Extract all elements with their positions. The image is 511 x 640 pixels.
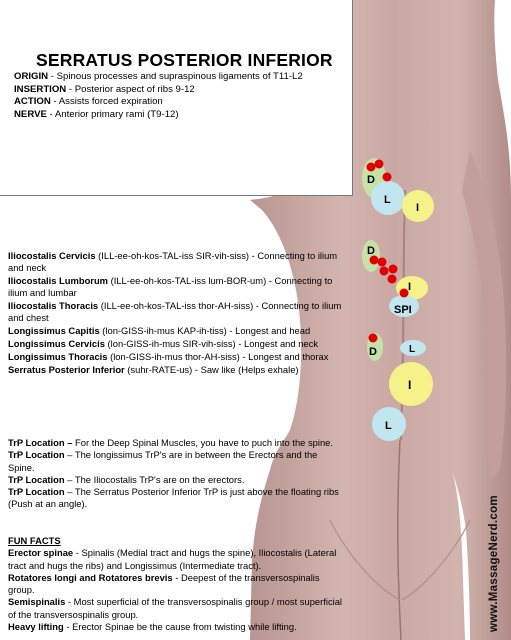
muscle-entry — [8, 275, 343, 300]
insertion-text: - Posterior aspect of ribs 9-12 — [66, 83, 195, 95]
origin-line — [14, 71, 303, 84]
fun-fact-entry — [8, 572, 343, 597]
marker-L: L — [409, 344, 416, 355]
muscle-list — [8, 250, 343, 376]
origin-label: ORIGIN — [14, 71, 49, 82]
trigger-point — [367, 163, 376, 172]
trp-text: For the Deep Spinal Muscles, you have to puch into the spine. — [72, 437, 334, 448]
fact-text: - Spinalis (Medial tract and hugs the spine), Iliocostalis (Lateral tract and hugs the ribs) and Longissimus (Intermediate tract). — [8, 547, 337, 571]
muscle-info-box — [0, 0, 353, 196]
marker-I: I — [416, 202, 420, 214]
fact-text: - Most superficial of the transversospinalis group / most superficial of the transversospinalis group. — [8, 596, 343, 620]
fact-label: Erector spinae — [8, 547, 74, 559]
trp-entry — [8, 474, 343, 486]
fact-label: Semispinalis — [8, 596, 66, 608]
fact-label: Rotatores longi and Rotatores brevis — [8, 571, 173, 583]
muscle-entry — [8, 364, 343, 376]
muscle-entry — [8, 300, 343, 325]
website-watermark: www.MassageNerd.com — [488, 495, 500, 632]
muscle-desc: (suhr-RATE-us) - Saw like (Helps exhale) — [124, 363, 299, 375]
marker-D: D — [367, 174, 375, 186]
action-text: - Assists forced expiration — [50, 96, 163, 107]
action-line — [14, 96, 303, 109]
marker-D: D — [369, 346, 377, 358]
fun-facts-section — [8, 535, 343, 633]
muscle-name: Longissimus Capitis — [8, 325, 100, 337]
trp-label: TrP Location – — [8, 437, 73, 448]
nerve-label: NERVE — [14, 108, 47, 120]
muscle-name: Longissimus Cervicis — [8, 338, 105, 350]
trigger-point — [388, 275, 397, 284]
muscle-entry — [8, 250, 343, 275]
marker-L: L — [385, 420, 392, 432]
marker-D: D — [367, 245, 375, 257]
trigger-point — [389, 265, 398, 274]
fun-fact-entry — [8, 621, 343, 633]
muscle-entry — [8, 325, 343, 337]
trp-entry — [8, 437, 343, 449]
muscle-name: Longissimus Thoracis — [8, 350, 108, 362]
marker-SPI: SPI — [394, 304, 412, 316]
trp-label: TrP Location — [8, 473, 65, 485]
fact-text: - Deepest of the transversospinalis group. — [8, 571, 320, 596]
trigger-point — [380, 267, 389, 276]
muscle-name: Iliocostalis Cervicis — [8, 250, 96, 261]
muscle-desc: (ILL-ee-oh-kos-TAL-iss lum-BOR-um) - Connecting to ilium and lumbar — [8, 275, 333, 299]
origin-text: - Spinous processes and supraspinous ligaments of T11-L2 — [48, 71, 303, 82]
muscle-desc: (lon-GISS-ih-mus thor-AH-siss) - Longest and thorax — [107, 350, 329, 362]
fun-fact-entry — [8, 596, 343, 621]
insertion-label: INSERTION — [14, 83, 67, 95]
trigger-point — [383, 173, 392, 182]
trigger-point — [375, 160, 384, 169]
muscle-title: SERRATUS POSTERIOR INFERIOR — [36, 50, 333, 70]
trp-label: TrP Location — [8, 486, 65, 498]
marker-I: I — [408, 378, 412, 392]
trp-text: – The Serratus Posterior Inferior TrP is just above the floating ribs (Push at an angle). — [8, 486, 339, 510]
trp-text: – The Iliocostalis TrP's are on the erectors. — [64, 473, 245, 485]
action-label: ACTION — [14, 96, 51, 107]
trp-entry — [8, 486, 343, 511]
fun-facts-heading: FUN FACTS — [8, 535, 61, 546]
muscle-desc: (lon-GISS-ih-mus KAP-ih-tiss) - Longest and head — [99, 325, 311, 337]
muscle-desc: (ILL-ee-oh-kos-TAL-iss SIR-vih-siss) - Connecting to ilium and neck — [8, 250, 338, 274]
trigger-point — [369, 334, 378, 343]
nerve-line — [14, 109, 303, 122]
trp-entry — [8, 449, 343, 474]
marker-I: I — [408, 281, 412, 293]
muscle-name: Iliocostalis Thoracis — [8, 300, 99, 312]
fact-text: - Erector Spinae be the cause from twisting while lifting. — [63, 621, 297, 633]
trp-text: – The longissimus TrP's are in between the Erectors and the Spine. — [8, 449, 318, 473]
muscle-entry — [8, 338, 343, 350]
marker-L: L — [384, 194, 391, 206]
trigger-point — [378, 258, 387, 267]
muscle-desc: (lon-GISS-ih-mus SIR-vih-siss) - Longest and neck — [104, 338, 319, 350]
insertion-line — [14, 84, 303, 97]
trp-location-list — [8, 437, 343, 511]
fun-fact-entry — [8, 547, 343, 572]
muscle-definitions — [14, 71, 303, 121]
muscle-name: Serratus Posterior Inferior — [8, 363, 125, 375]
muscle-name: Iliocostalis Lumborum — [8, 275, 109, 287]
muscle-entry — [8, 351, 343, 363]
fact-label: Heavy lifting — [8, 621, 64, 633]
trp-label: TrP Location — [8, 449, 65, 461]
nerve-text: - Anterior primary rami (T9-12) — [46, 108, 179, 120]
muscle-desc: (ILL-ee-oh-kos-TAL-iss thor-AH-siss) - Connecting to ilium and chest — [8, 300, 342, 324]
